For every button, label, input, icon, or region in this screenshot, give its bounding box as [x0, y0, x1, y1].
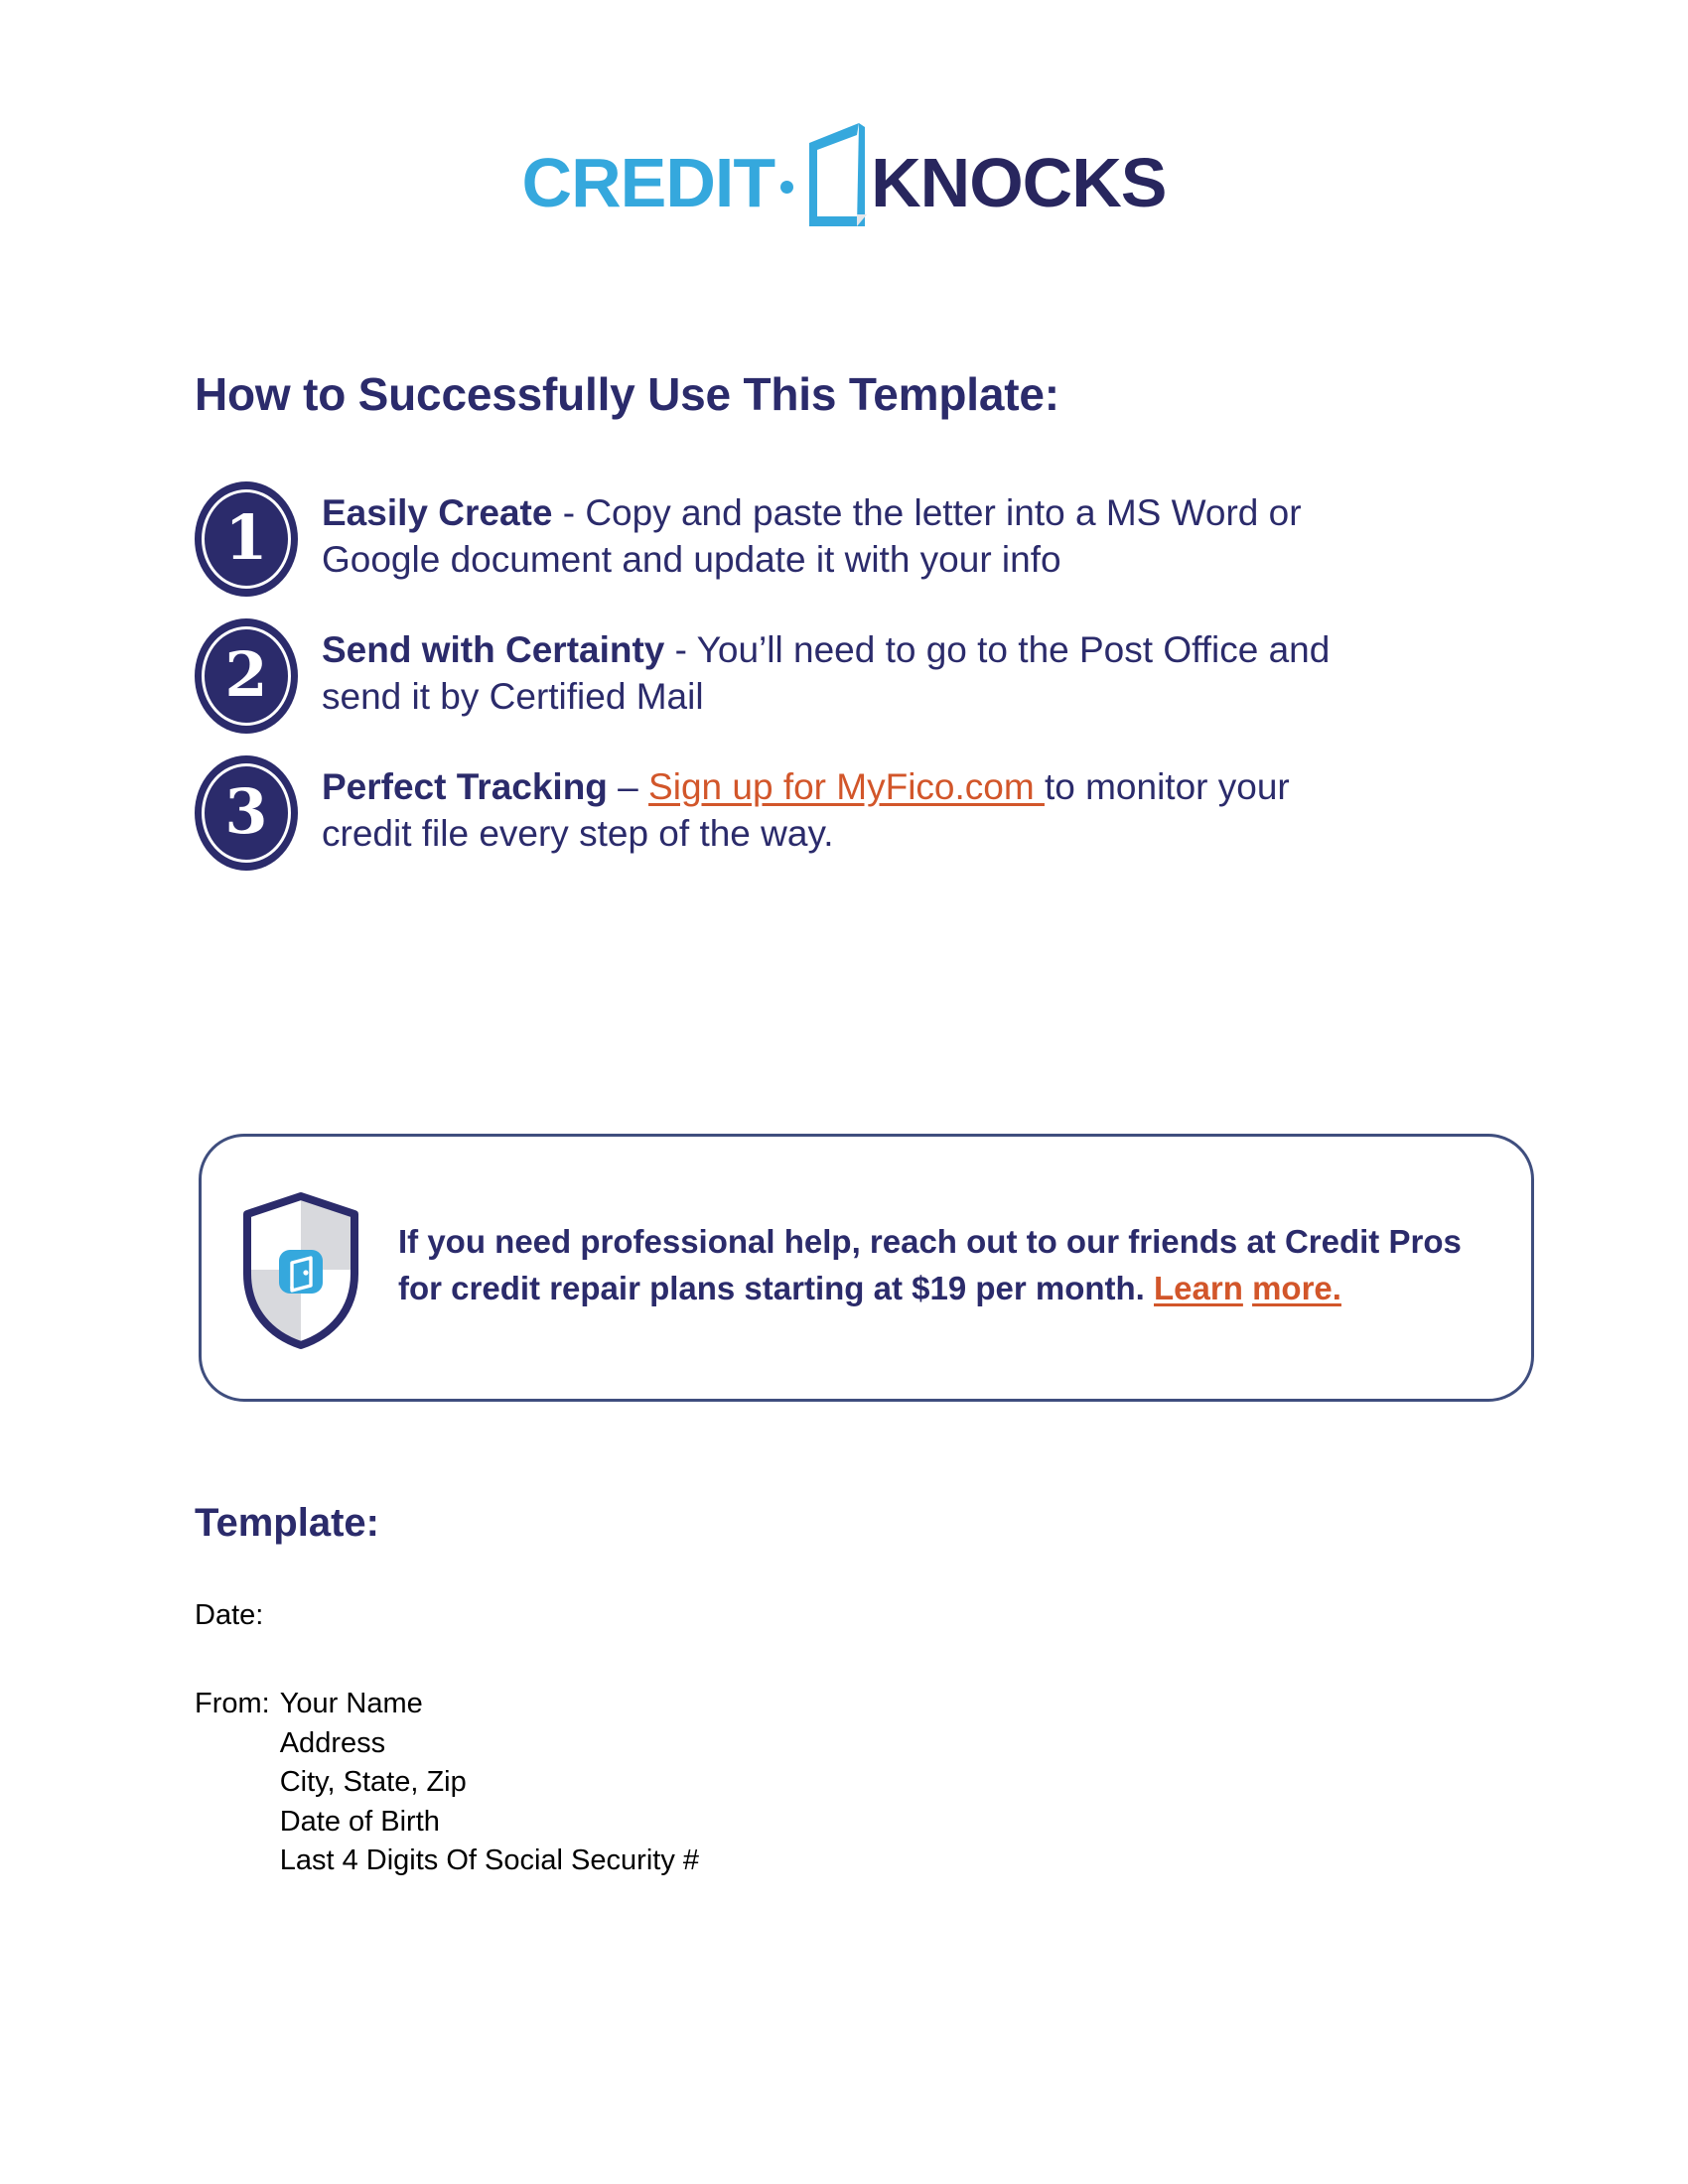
step-body: to monitor your credit file every step of the way.: [322, 766, 1290, 855]
step-text: [322, 481, 1344, 584]
myfico-signup-link[interactable]: Sign up for MyFico.com: [648, 766, 1045, 807]
step-number-label: 3: [224, 774, 268, 848]
step-number-badge: [195, 618, 298, 734]
step-body: Copy and paste the letter into a MS Word or Google document and update it with your info: [322, 492, 1302, 581]
list-item: [195, 618, 1485, 734]
letter-template-body: [195, 1596, 1386, 1881]
date-label: Date:: [195, 1599, 264, 1631]
step-separator: -: [664, 629, 697, 670]
logo-text-credit: CREDIT: [521, 144, 775, 221]
step-title: Easily Create: [322, 492, 553, 533]
step-number-badge: [195, 481, 298, 597]
from-label: From:: [195, 1688, 270, 1720]
step-body: You’ll need to go to the Post Office and send it by Certified Mail: [322, 629, 1331, 718]
from-line-city-state-zip: City, State, Zip: [279, 1766, 467, 1799]
step-number-badge: [195, 755, 298, 871]
from-line-dob: Date of Birth: [279, 1805, 440, 1838]
list-item: [195, 481, 1485, 597]
steps-list: [195, 481, 1485, 892]
shield-door-icon: [239, 1188, 362, 1351]
step-text: [322, 618, 1344, 721]
from-line-address: Address: [279, 1726, 386, 1759]
step-title: Send with Certainty: [322, 629, 665, 670]
open-door-icon: [801, 123, 867, 226]
step-number-label: 1: [224, 500, 268, 574]
promo-callout-text: [398, 1219, 1497, 1316]
list-item: [195, 755, 1485, 871]
from-block: [195, 1685, 1386, 1880]
brand-logo: [0, 117, 1688, 224]
step-title: Perfect Tracking: [322, 766, 608, 807]
from-line-name: Your Name: [279, 1688, 423, 1720]
logo-dot-icon: [780, 181, 793, 194]
template-section-title: Template:: [195, 1501, 379, 1545]
step-separator: –: [607, 766, 649, 807]
step-text: [322, 755, 1344, 858]
from-lines: [280, 1685, 1386, 1880]
step-number-label: 2: [224, 637, 268, 711]
learn-link[interactable]: Learn: [1154, 1270, 1243, 1306]
page-title: How to Successfully Use This Template:: [195, 368, 1059, 420]
logo-text-knocks: KNOCKS: [871, 144, 1167, 221]
promo-text: If you need professional help, reach out to our friends at Credit Pros for credit repair plans starting at $19 per month.: [398, 1223, 1462, 1306]
promo-callout: [199, 1134, 1534, 1402]
from-line-ssn: Last 4 Digits Of Social Security #: [279, 1844, 700, 1877]
more-link[interactable]: more.: [1252, 1270, 1341, 1306]
step-separator: -: [552, 492, 586, 533]
